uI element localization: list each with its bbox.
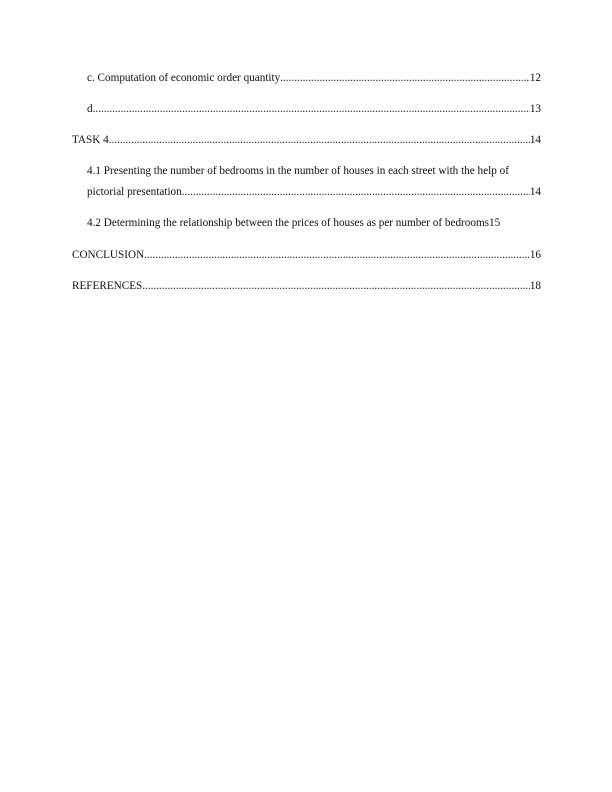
toc-page-number: 14 xyxy=(529,186,541,198)
toc-page-number: 18 xyxy=(529,280,541,292)
toc-entry-d[interactable] xyxy=(72,101,557,117)
toc-entry-title: 4.2 Determining the relationship between the prices of houses as per number of bedrooms xyxy=(87,217,490,229)
dot-leader xyxy=(182,184,530,200)
toc-entry-conclusion[interactable] xyxy=(72,247,542,263)
toc-entry-4-1-bedrooms-presentation[interactable] xyxy=(72,163,557,200)
toc-entry-title: d xyxy=(87,103,93,115)
toc-entry-title: REFERENCES xyxy=(72,280,143,292)
dot-leader xyxy=(93,101,530,117)
dot-leader xyxy=(142,278,530,294)
toc-entry-title-line2: pictorial presentation xyxy=(87,186,182,198)
toc-page-number: 14 xyxy=(529,134,541,146)
toc-page-number: 13 xyxy=(529,103,541,115)
toc-entry-economic-order-quantity[interactable] xyxy=(72,70,557,86)
toc-entry-title: TASK 4 xyxy=(72,134,109,146)
toc-entry-task-4[interactable] xyxy=(72,132,542,148)
toc-entry-4-2-price-relationship[interactable] xyxy=(72,215,557,231)
toc-entry-references[interactable] xyxy=(72,278,542,294)
dot-leader xyxy=(280,70,530,86)
toc-entry-title-line1: 4.1 Presenting the number of bedrooms in the number of houses in each street with the help of xyxy=(87,165,509,177)
toc-entry-title: c. Computation of economic order quantity xyxy=(87,72,281,84)
dot-leader xyxy=(144,247,530,263)
toc-page-number: 16 xyxy=(529,249,541,261)
toc-page-number: 15 xyxy=(489,217,501,229)
dot-leader xyxy=(109,132,530,148)
toc-entry-title: CONCLUSION xyxy=(72,249,145,261)
toc-page-number: 12 xyxy=(529,72,541,84)
